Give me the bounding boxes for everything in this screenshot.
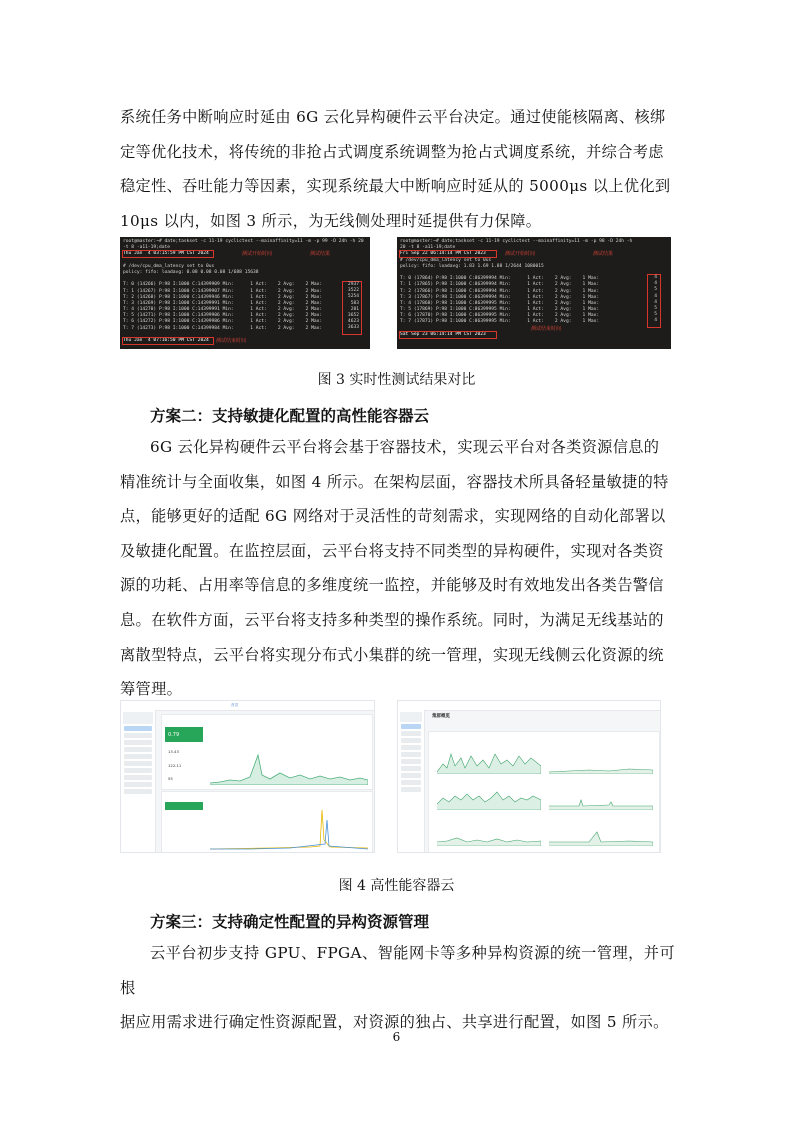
sidebar-item [124,726,152,731]
section-heading-2: 方案二：支持敏捷化配置的高性能容器云 [150,407,430,425]
terminal-row: T: 3 (17867) P:98 I:1000 C:86399994 Min: 1 Act: 2 Avg: 1 Max: [400,294,600,300]
sidebar-item [124,733,152,738]
cluster-chart [437,778,541,810]
terminal-command-cont: 20 -t 8 -a11-19;date [400,245,456,251]
start-time-highlight-box [399,250,497,258]
terminal-row: T: 2 (14268) P:98 I:1000 C:14399946 Min: 1 Act: 2 Avg: 2 Max: [123,294,323,300]
sidebar-item [401,759,421,764]
terminal-row: T: 4 (17868) P:98 I:1000 C:86399995 Min: 1 Act: 2 Avg: 1 Max: [400,300,600,306]
max-value: 4 [654,293,657,299]
sidebar-item [124,761,152,766]
cluster-chart [549,814,653,846]
cluster-chart [549,778,653,810]
max-values-column [344,282,359,332]
paragraph-1 [120,100,675,238]
sidebar-item [124,747,152,752]
max-value: 281 [350,306,359,312]
terminal-row: T: 5 (14271) P:98 I:1000 C:14399906 Min: 1 Act: 2 Avg: 2 Max: [123,313,323,319]
end-time-note-label: 测试结束时间 [216,338,247,344]
stat-value: 122.11 [168,763,182,768]
terminal-policy-line: policy: fifo: loadavg: 1.83 1.69 1.88 1/2644 1080015 [400,263,544,269]
text-line: 稳定性、吞吐能力等因素，实现系统最大中断响应时延从的 5000μs 以上优化到 [120,177,671,196]
metric-tile [165,802,203,810]
cluster-charts-card [428,731,660,853]
terminal-screenshot-right [397,237,671,349]
terminal-row: T: 6 (14272) P:98 I:1000 C:14399986 Min: 1 Act: 2 Avg: 2 Max: [123,319,323,325]
text-line: 定等优化技术，将传统的非抢占式调度系统调整为抢占式调度系统，并综合考虑 [120,142,664,161]
terminal-latency-line: # /dev/cpu_dma_latency set to 0us [400,257,492,263]
stat-value: 55 [168,776,173,781]
dashboard-title: 首页 [231,703,239,707]
sidebar-logo [123,712,153,724]
max-value: 5 [654,312,657,318]
max-value: 3652 [347,312,359,318]
section-heading-3: 方案三：支持确定性配置的异构资源管理 [150,913,430,931]
terminal-row: T: 1 (14267) P:98 I:1000 C:14399907 Min: 1 Act: 2 Avg: 2 Max: [123,288,323,294]
terminal-row: T: 5 (17869) P:98 I:1000 C:86399995 Min: 1 Act: 2 Avg: 1 Max: [400,307,600,313]
terminal-row: T: 0 (14266) P:98 I:1000 C:14399909 Min: 1 Act: 2 Avg: 2 Max: [123,282,323,288]
cluster-chart [549,742,653,774]
terminal-row: T: 4 (14270) P:98 I:1000 C:14399991 Min: 1 Act: 2 Avg: 2 Max: [123,307,323,313]
text-line: 云平台初步支持 GPU、FPGA、智能网卡等多种异构资源的统一管理，并可根 [120,944,675,997]
start-note-label: 测试开始时间 [242,251,273,257]
text-line: 系统任务中断响应时延由 6G 云化异构硬件云平台决定。通过使能核隔离、核绑 [120,108,666,126]
max-value: 5 [654,287,657,293]
terminal-command-cont: -t 8 -a11-19;date [123,245,171,251]
stat-value: 13.43 [168,749,179,754]
cluster-overview-title: 集群概览 [432,714,450,719]
metrics-card-bottom [161,791,373,853]
page-number: 6 [392,1030,401,1044]
result-note-label: 测试结果 [310,251,331,257]
end-time-note-label: 测试结束时间 [531,326,562,332]
max-value: 4623 [347,319,359,325]
terminal-row: T: 7 (14273) P:98 I:1000 C:14399984 Min: 1 Act: 2 Avg: 2 Max: [123,325,323,331]
terminal-row: T: 2 (17866) P:98 I:1000 C:86399994 Min: 1 Act: 2 Avg: 1 Max: [400,288,600,294]
text-line: 筹管理。 [120,680,183,699]
max-values-column [648,275,657,325]
terminal-start-time: Fri Sep 22 06:14:14 PM CST 2023 [400,251,486,257]
text-line: 10μs 以内，如图 3 所示，为无线侧处理时延提供有力保障。 [120,211,542,230]
sidebar-item [124,754,152,759]
end-time-highlight-box [399,331,497,339]
max-value: 4 [654,299,657,305]
figure-3-caption: 图 3 实时性测试结果对比 [317,372,476,388]
terminal-start-time: Thu Jan 4 03:15:59 PM CST 2024 [123,251,209,257]
dashboard-header [121,701,374,711]
sidebar-item [401,745,421,750]
sidebar-item [124,768,152,773]
metrics-card-top [161,714,373,790]
usage-spike-chart [210,800,368,850]
start-time-highlight-box [122,250,214,258]
result-note-label: 测试结果 [593,251,614,257]
paragraph-2 [120,430,675,707]
terminal-command: root@master:~# date;taskset -c 11-19 cyclictest --mainaffinity=11 -m -p 99 -D 24h -h 20 [123,239,364,244]
terminal-policy-line: policy: fifo: loadavg: 0.08 0.08 0.08 1/688 15638 [123,269,259,275]
sidebar-item [124,740,152,745]
sidebar-item [401,787,421,792]
max-value: 5 [654,305,657,311]
sidebar-item [401,738,421,743]
terminal-row: T: 0 (17864) P:98 I:1000 C:86399994 Min: 1 Act: 2 Avg: 1 Max: [400,276,600,282]
terminal-row: T: 1 (17865) P:98 I:1000 C:86399994 Min: 1 Act: 2 Avg: 1 Max: [400,282,600,288]
sidebar-item [401,773,421,778]
sidebar-item [401,724,421,729]
terminal-row: T: 7 (17871) P:98 I:1000 C:86399995 Min: 1 Act: 2 Avg: 1 Max: [400,319,600,325]
terminal-command: root@master:~# date;taskset -c 11-19 cyclictest --mainaffinity=11 -m -p 98 -D 24h -h [400,239,633,244]
text-line: 息。在软件方面，云平台将支持多种类型的操作系统。同时，为满足无线基站的 [120,610,664,629]
terminal-end-time: Thu Jan 4 07:16:50 PM CST 2024 [123,338,209,343]
metric-value: 0.79 [168,732,180,738]
cluster-chart [437,742,541,774]
terminal-screenshot-left [120,237,370,349]
sidebar-item [401,780,421,785]
text-line: 源的功耗、占用率等信息的多维度统一监控，并能够及时有效地发出各类告警信 [120,576,664,595]
terminal-row: T: 6 (17870) P:98 I:1000 C:86399995 Min: 1 Act: 2 Avg: 1 Max: [400,313,600,319]
max-value: 4 [654,275,657,280]
text-line: 据应用需求进行确定性资源配置，对资源的独占、共享进行配置，如图 5 所示。 [120,1013,669,1032]
end-time-highlight-box [122,337,214,345]
text-line: 点，能够更好的适配 6G 网络对于灵活性的苛刻需求，实现网络的自动化部署以 [120,507,666,526]
terminal-latency-line: # /dev/cpu_dma_latency set to 0us [123,263,215,269]
start-note-label: 测试开始时间 [505,251,536,257]
dashboard-screenshot-left [120,700,375,853]
text-line: 及敏捷化配置。在监控层面，云平台将支持不同类型的异构硬件，实现对各类资 [120,541,664,560]
sidebar-item [401,731,421,736]
sidebar-item [401,766,421,771]
figure-4-caption: 图 4 高性能容器云 [338,878,455,894]
text-line: 6G 云化异构硬件云平台将会基于容器技术，实现云平台对各类资源信息的 [150,438,660,456]
max-value: 3633 [347,325,359,331]
max-value: 583 [350,300,359,306]
usage-line-chart [210,725,368,785]
terminal-end-time: Sat Sep 23 06:14:14 PM CST 2023 [400,331,486,337]
sidebar-item [401,752,421,757]
terminal-row: T: 3 (14269) P:98 I:1000 C:14399991 Min: 1 Act: 2 Avg: 2 Max: [123,300,323,306]
dashboard-sidebar [398,710,425,852]
dashboard-screenshot-right [397,700,661,853]
metric-tile [165,727,203,742]
max-value: 4 [654,281,657,287]
dashboard-header [398,701,660,711]
text-line: 精准统计与全面收集，如图 4 所示。在架构层面，容器技术所具备轻量敏捷的特 [120,472,669,491]
sidebar-logo [400,712,422,722]
max-value: 5254 [347,294,359,300]
max-value: 4 [654,318,657,324]
max-value: 2937 [347,282,359,287]
sidebar-item [124,789,152,794]
sidebar-item [124,775,152,780]
max-value: 3522 [347,288,359,294]
paragraph-3 [120,936,675,1040]
text-line: 离散型特点，云平台将实现分布式小集群的统一管理，实现无线侧云化资源的统 [120,645,664,664]
sidebar-item [124,782,152,787]
dashboard-sidebar [121,710,156,852]
cluster-chart [437,814,541,846]
